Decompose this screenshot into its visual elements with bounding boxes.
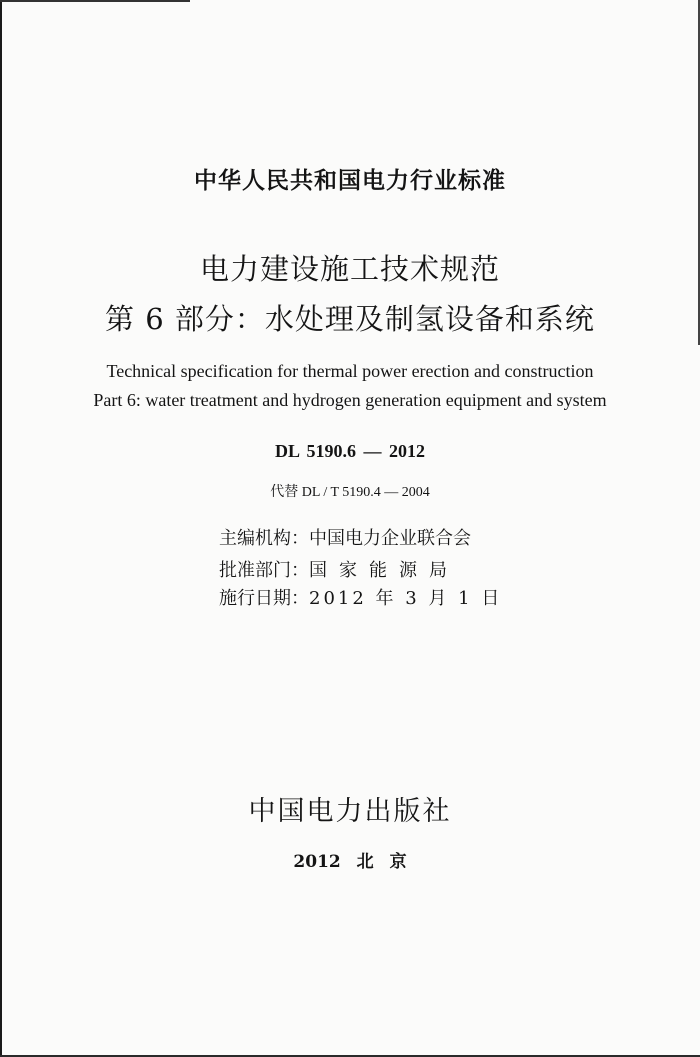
approver-label: 批准部门：: [219, 560, 309, 581]
meta-date-row: [219, 584, 502, 610]
title-cn-line-1: 电力建设施工技术规范: [199, 252, 500, 286]
industry-standard-heading: 中华人民共和国电力行业标准: [194, 168, 506, 194]
page-edge-left: [0, 0, 2, 1057]
page-edge-top: [0, 0, 190, 2]
meta-approver-row: [219, 556, 459, 582]
publisher-name: 中国电力出版社: [248, 796, 452, 827]
approver-value: 国家能源局: [309, 560, 459, 581]
date-value: 2012 年 3 月 1 日: [309, 588, 503, 609]
title-en-line-2: Part 6: water treatment and hydrogen generation equipment and system: [93, 390, 607, 410]
editor-label: 主编机构：: [219, 528, 309, 549]
place-year: 2012 北 京: [293, 852, 407, 872]
meta-editor-row: [219, 524, 471, 550]
replaces-standard: 代替 DL / T 5190.4 — 2004: [270, 485, 430, 500]
title-en-line-1: Technical specification for thermal power erection and construction: [106, 361, 594, 381]
date-label: 施行日期：: [219, 588, 309, 609]
editor-value: 中国电力企业联合会: [309, 528, 471, 549]
standard-code: DL 5190.6 — 2012: [274, 441, 425, 461]
title-cn-line-2: 第 6 部分：水处理及制氢设备和系统: [105, 302, 595, 336]
